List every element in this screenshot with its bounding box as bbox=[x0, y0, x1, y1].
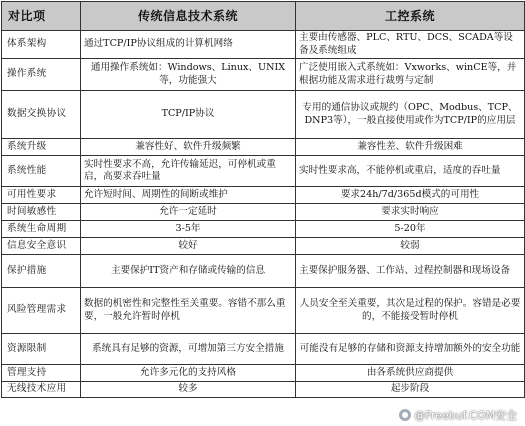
cell-industrial-control: 可能没有足够的存储和资源支持增加额外的安全功能 bbox=[296, 334, 525, 365]
cell-traditional-it: 3-5年 bbox=[81, 221, 296, 238]
row-label: 系统性能 bbox=[2, 156, 81, 187]
row-label: 数据交换协议 bbox=[2, 91, 81, 139]
cell-industrial-control: 广泛使用嵌入式系统如：Vxworks、winCE等，并根据功能及需求进行裁剪与定制 bbox=[296, 59, 525, 91]
table-row bbox=[2, 288, 525, 334]
cell-traditional-it: 较多 bbox=[81, 382, 296, 398]
cell-traditional-it: 允许短时间、周期性的间断或维护 bbox=[81, 187, 296, 204]
table-header-row bbox=[2, 2, 525, 31]
cell-industrial-control: 主要保护服务器、工作站、过程控制器和现场设备 bbox=[296, 255, 525, 288]
header-industrial-control: 工控系统 bbox=[296, 2, 525, 31]
cell-industrial-control: 要求24h/7d/365d模式的可用性 bbox=[296, 187, 525, 204]
row-label: 无线技术应用 bbox=[2, 382, 81, 398]
table-row bbox=[2, 238, 525, 255]
table-row bbox=[2, 31, 525, 59]
row-label: 系统升级 bbox=[2, 139, 81, 156]
cell-traditional-it: 兼容性好、软件升级频繁 bbox=[81, 139, 296, 156]
row-label: 可用性要求 bbox=[2, 187, 81, 204]
row-label: 保护措施 bbox=[2, 255, 81, 288]
cell-traditional-it: 允许一定延时 bbox=[81, 204, 296, 221]
row-label: 管理支持 bbox=[2, 365, 81, 382]
table-row bbox=[2, 365, 525, 382]
table-row bbox=[2, 382, 525, 398]
row-label: 系统生命周期 bbox=[2, 221, 81, 238]
table-row bbox=[2, 91, 525, 139]
row-label: 风险管理需求 bbox=[2, 288, 81, 334]
table-row bbox=[2, 156, 525, 187]
cell-industrial-control: 兼容性差、软件升级困难 bbox=[296, 139, 525, 156]
row-label: 时间敏感性 bbox=[2, 204, 81, 221]
cell-industrial-control: 主要由传感器、PLC、RTU、DCS、SCADA等设备及系统组成 bbox=[296, 31, 525, 59]
watermark bbox=[399, 407, 517, 423]
watermark-logo-icon bbox=[399, 409, 411, 421]
comparison-table bbox=[1, 1, 525, 398]
cell-traditional-it: 系统具有足够的资源，可增加第三方安全措施 bbox=[81, 334, 296, 365]
cell-industrial-control: 较弱 bbox=[296, 238, 525, 255]
table-row bbox=[2, 255, 525, 288]
cell-traditional-it: 通用操作系统如：Windows、Linux、UNIX等，功能强大 bbox=[81, 59, 296, 91]
cell-industrial-control: 要求实时响应 bbox=[296, 204, 525, 221]
table-row bbox=[2, 334, 525, 365]
cell-traditional-it: 允许多元化的支持风格 bbox=[81, 365, 296, 382]
cell-traditional-it: TCP/IP协议 bbox=[81, 91, 296, 139]
row-label: 操作系统 bbox=[2, 59, 81, 91]
cell-traditional-it: 较好 bbox=[81, 238, 296, 255]
cell-industrial-control: 起步阶段 bbox=[296, 382, 525, 398]
row-label: 信息安全意识 bbox=[2, 238, 81, 255]
cell-traditional-it: 通过TCP/IP协议组成的计算机网络 bbox=[81, 31, 296, 59]
cell-traditional-it: 主要保护IT资产和存储或传输的信息 bbox=[81, 255, 296, 288]
cell-traditional-it: 实时性要求不高，允许传输延迟，可停机或重启，高要求吞吐量 bbox=[81, 156, 296, 187]
cell-traditional-it: 数据的机密性和完整性至关重要。容错不那么重要，一般允许暂时停机 bbox=[81, 288, 296, 334]
watermark-text: @Freebuf.COM安全 bbox=[414, 409, 517, 422]
table-row bbox=[2, 221, 525, 238]
table-body bbox=[2, 31, 525, 398]
table-row bbox=[2, 139, 525, 156]
cell-industrial-control: 由各系统供应商提供 bbox=[296, 365, 525, 382]
cell-industrial-control: 实时性要求高，不能停机或重启，适度的吞吐量 bbox=[296, 156, 525, 187]
table-row bbox=[2, 187, 525, 204]
row-label: 体系架构 bbox=[2, 31, 81, 59]
table-row bbox=[2, 204, 525, 221]
cell-industrial-control: 5-20年 bbox=[296, 221, 525, 238]
cell-industrial-control: 人员安全至关重要，其次是过程的保护。容错是必要的，不能接受暂时停机 bbox=[296, 288, 525, 334]
comparison-table-container bbox=[1, 1, 525, 398]
table-row bbox=[2, 59, 525, 91]
header-item: 对比项 bbox=[2, 2, 81, 31]
cell-industrial-control: 专用的通信协议或规约（OPC、Modbus、TCP、DNP3等），一般直接使用或作为TCP/IP的应用层 bbox=[296, 91, 525, 139]
row-label: 资源限制 bbox=[2, 334, 81, 365]
header-traditional-it: 传统信息技术系统 bbox=[81, 2, 296, 31]
